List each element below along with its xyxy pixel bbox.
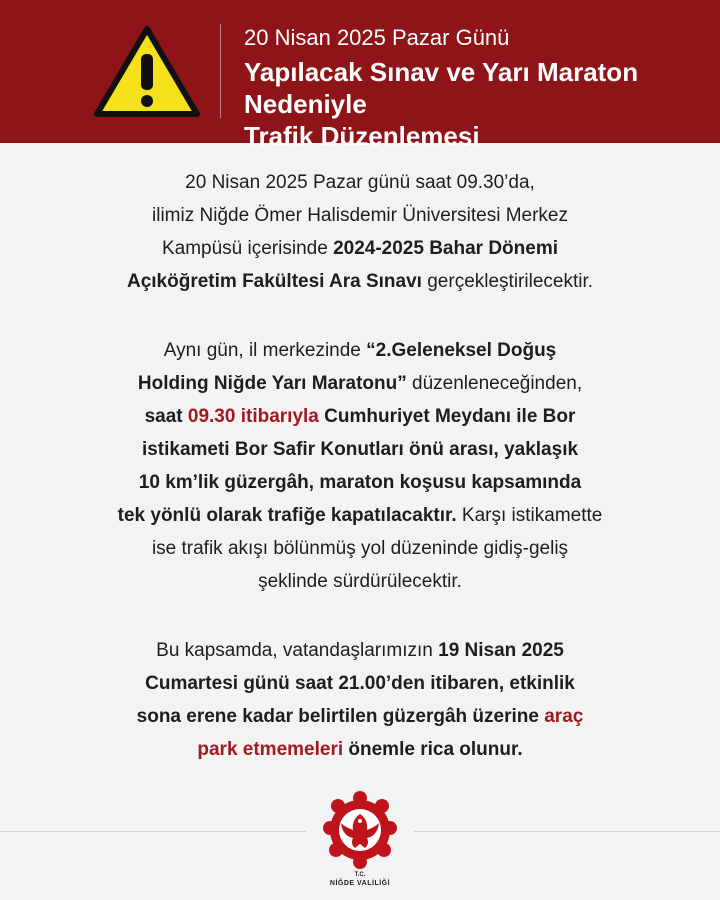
text: 10 km’lik güzergâh, maraton koşusu kapsamında xyxy=(138,472,582,493)
text: Kampüsü içerisinde xyxy=(161,238,334,259)
text: sona erene kadar belirtilen güzergâh üzerine xyxy=(136,706,545,727)
highlight-time: 09.30 itibarıyla xyxy=(187,406,319,427)
text: düzenleneceğinden, xyxy=(406,373,583,394)
highlight-parking: araç xyxy=(544,706,584,727)
text: ise trafik akışı bölünmüş yol düzeninde gidiş-geliş xyxy=(151,538,569,559)
header-divider xyxy=(220,24,221,118)
text: gerçekleştirilecektir. xyxy=(421,271,594,292)
text: Cumartesi günü saat 21.00’den itibaren, etkinlik xyxy=(145,673,575,694)
highlight-parking-cont: park etmemeleri xyxy=(197,739,344,760)
text: Aynı gün, il merkezinde xyxy=(163,340,367,361)
header-date: 20 Nisan 2025 Pazar Günü xyxy=(244,25,510,50)
header-title-line1: Yapılacak Sınav ve Yarı Maraton Nedeniyle xyxy=(244,57,639,119)
paragraph-marathon xyxy=(40,334,680,598)
footer-institution-name: NİĞDE VALİLİĞİ xyxy=(329,880,391,887)
exam-name-cont: Açıköğretim Fakültesi Ara Sınavı xyxy=(126,271,422,292)
ottoman-style-emblem-icon xyxy=(322,790,398,870)
text: ilimiz Niğde Ömer Halisdemir Üniversitesi Merkez xyxy=(152,205,568,226)
footer-tc: T.C. xyxy=(354,872,366,878)
text: saat xyxy=(144,406,188,427)
text: 20 Nisan 2025 Pazar günü saat 09.30’da, xyxy=(185,172,535,193)
paragraph-exam xyxy=(40,166,680,298)
text: Bu kapsamda, vatandaşlarımızın xyxy=(156,640,439,661)
text: Karşı istikamette xyxy=(456,505,603,526)
footer-divider-right xyxy=(414,831,720,832)
text: istikameti Bor Safir Konutları önü arası, yaklaşık xyxy=(141,439,579,460)
header-title-line2: Trafik Düzenlemesi xyxy=(244,121,480,151)
text: önemle rica olunur. xyxy=(343,739,523,760)
marathon-name-cont: Holding Niğde Yarı Maratonu” xyxy=(137,373,407,394)
text: tek yönlü olarak trafiğe kapatılacaktır. xyxy=(117,505,457,526)
text: şeklinde sürdürülecektir. xyxy=(258,571,462,592)
announcement-body xyxy=(40,166,680,802)
header-title xyxy=(244,56,704,152)
header-banner xyxy=(0,0,720,151)
text: Cumhuriyet Meydanı ile Bor xyxy=(318,406,576,427)
exam-name: 2024-2025 Bahar Dönemi xyxy=(333,238,559,259)
warning-triangle-icon xyxy=(92,24,202,120)
paragraph-parking xyxy=(40,634,680,766)
footer-divider-left xyxy=(0,831,306,832)
marathon-name: “2.Geleneksel Doğuş xyxy=(366,340,557,361)
date-highlight: 19 Nisan 2025 xyxy=(438,640,564,661)
